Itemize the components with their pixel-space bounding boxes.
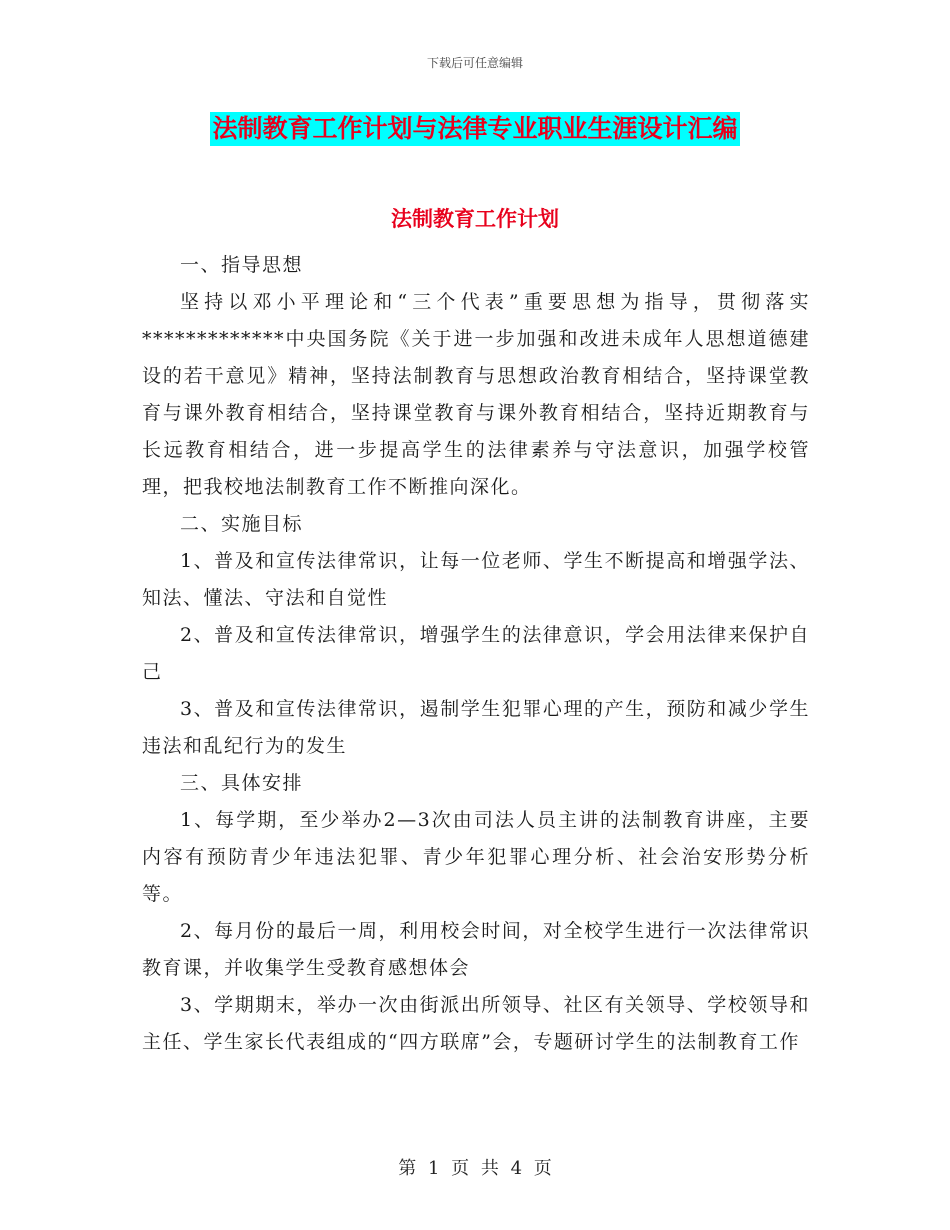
paragraph-goal-2: 2、普及和宣传法律常识，增强学生的法律意识，学会用法律来保护自己: [142, 624, 810, 683]
paragraph-goal-3: 3、普及和宣传法律常识，遏制学生犯罪心理的产生，预防和减少学生违法和乱纪行为的发生: [142, 698, 810, 757]
document-body: [142, 247, 810, 1061]
paragraph-goal-1: 1、普及和宣传法律常识，让每一位老师、学生不断提高和增强学法、知法、懂法、守法和自觉性: [142, 550, 810, 609]
main-title-container: [0, 112, 950, 146]
page-number-footer: 第 1 页 共 4 页: [398, 1158, 552, 1179]
paragraph-arrangement-1: 1、每学期，至少举办2—3次由司法人员主讲的法制教育讲座，主要内容有预防青少年违法犯罪、青少年犯罪心理分析、社会治安形势分析等。: [142, 809, 810, 905]
section-title: 法制教育工作计划: [391, 207, 559, 231]
header-note: 下载后可任意编辑: [426, 56, 523, 70]
heading-specific-arrangements: 三、具体安排: [180, 772, 304, 794]
paragraph-guiding-ideology: 坚持以邓小平理论和“三个代表”重要思想为指导，贯彻落实*************中央国务院《关于进一步加强和改进未成年人思想道德建设的若干意见》精神，坚持法制教育与思想政治教育相结合，坚持课堂教育与课外教育相结合，坚持课堂教育与课外教育相结合，坚持近期教育与长远教育相结合，进一步提高学生的法律素养与守法意识，加强学校管理，把我校地法制教育工作不断推向深化。: [142, 291, 810, 498]
heading-guiding-ideology: 一、指导思想: [180, 254, 304, 276]
paragraph-arrangement-3: 3、学期期末，举办一次由街派出所领导、社区有关领导、学校领导和主任、学生家长代表组成的“四方联席”会，专题研讨学生的法制教育工作: [142, 994, 810, 1053]
heading-implementation-goals: 二、实施目标: [180, 513, 304, 535]
paragraph-arrangement-2: 2、每月份的最后一周，利用校会时间，对全校学生进行一次法律常识教育课，并收集学生受教育感想体会: [142, 920, 810, 979]
main-title: 法制教育工作计划与法律专业职业生涯设计汇编: [210, 112, 739, 146]
